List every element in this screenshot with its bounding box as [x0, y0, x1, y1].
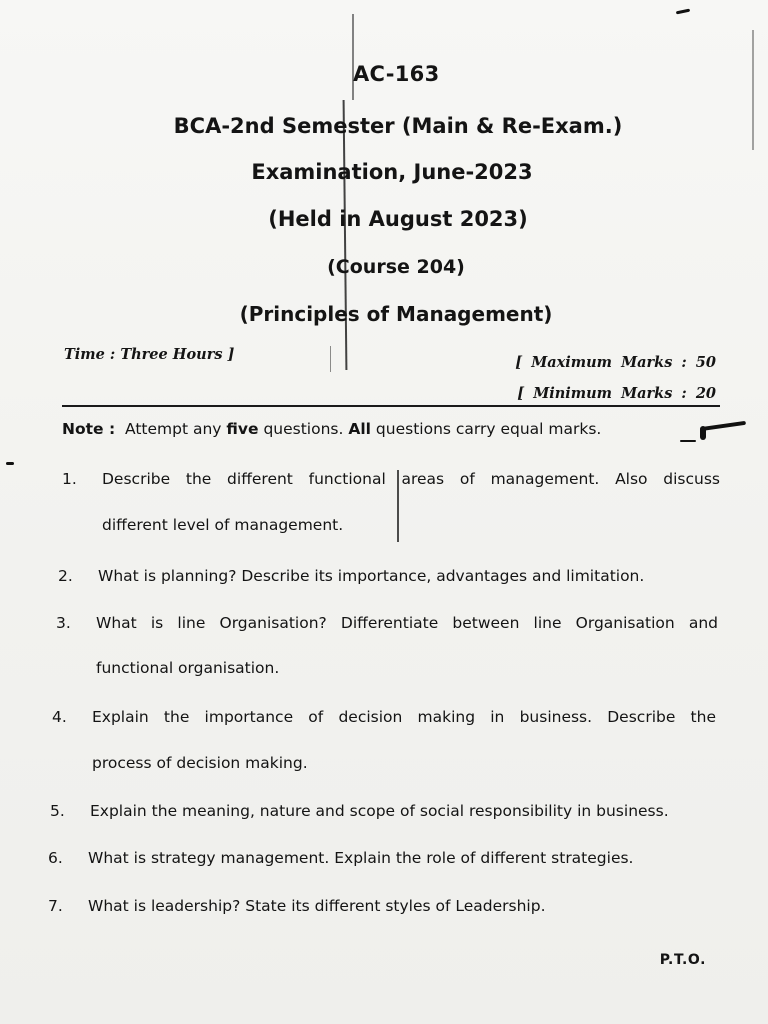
minimum-marks: [ Minimum Marks : 20: [517, 385, 716, 402]
course-number: (Course 204): [327, 256, 465, 278]
question-number: 1.: [62, 470, 77, 488]
question-text: What is line Organisation? Differentiate between line Organisation and: [96, 614, 718, 632]
question-text: What is planning? Describe its importance, advantages and limitation.: [98, 567, 645, 585]
question-text: Describe the different functional areas of management. Also discuss: [102, 470, 720, 488]
program-title: BCA-2nd Semester (Main & Re-Exam.): [173, 114, 623, 138]
question-text: Explain the meaning, nature and scope of social responsibility in business.: [90, 802, 669, 820]
question-text: What is leadership? State its different styles of Leadership.: [88, 897, 546, 915]
maximum-marks: [ Maximum Marks : 50: [515, 354, 716, 371]
note-label: Note :: [62, 420, 116, 438]
subject-title: (Principles of Management): [239, 302, 553, 326]
question-number: 2.: [58, 567, 73, 585]
ink-mark: [680, 440, 696, 442]
scan-line-artifact: [352, 14, 354, 100]
please-turn-over: P.T.O.: [659, 952, 706, 968]
question-number: 6.: [48, 849, 63, 867]
note-text-pre: Attempt any: [125, 420, 222, 438]
question-text: Explain the importance of decision making in business. Describe the: [92, 708, 716, 726]
question-text-continued: process of decision making.: [92, 754, 308, 772]
question-text-continued: functional organisation.: [96, 659, 280, 677]
question-text-continued: different level of management.: [102, 516, 344, 534]
header-divider: [62, 405, 720, 407]
held-date: (Held in August 2023): [268, 207, 528, 231]
ink-mark: [700, 421, 746, 431]
question-number: 7.: [48, 897, 63, 915]
exam-session: Examination, June-2023: [251, 160, 533, 184]
note-bold-five: five: [226, 420, 259, 438]
ink-mark: [676, 9, 690, 15]
note-bold-all: All: [348, 420, 371, 438]
question-number: 5.: [50, 802, 65, 820]
question-number: 4.: [52, 708, 67, 726]
ink-mark: [700, 426, 706, 440]
time-allowed: Time : Three Hours ]: [64, 346, 235, 363]
note-text-post: questions carry equal marks.: [375, 420, 602, 438]
instructions-note: [62, 420, 601, 438]
scan-line-artifact: [330, 346, 331, 372]
ink-mark: [6, 462, 14, 465]
exam-code: AC-163: [353, 62, 440, 86]
scan-line-artifact: [343, 100, 348, 370]
note-text-mid: questions.: [263, 420, 344, 438]
question-number: 3.: [56, 614, 71, 632]
question-text: What is strategy management. Explain the role of different strategies.: [88, 849, 634, 867]
